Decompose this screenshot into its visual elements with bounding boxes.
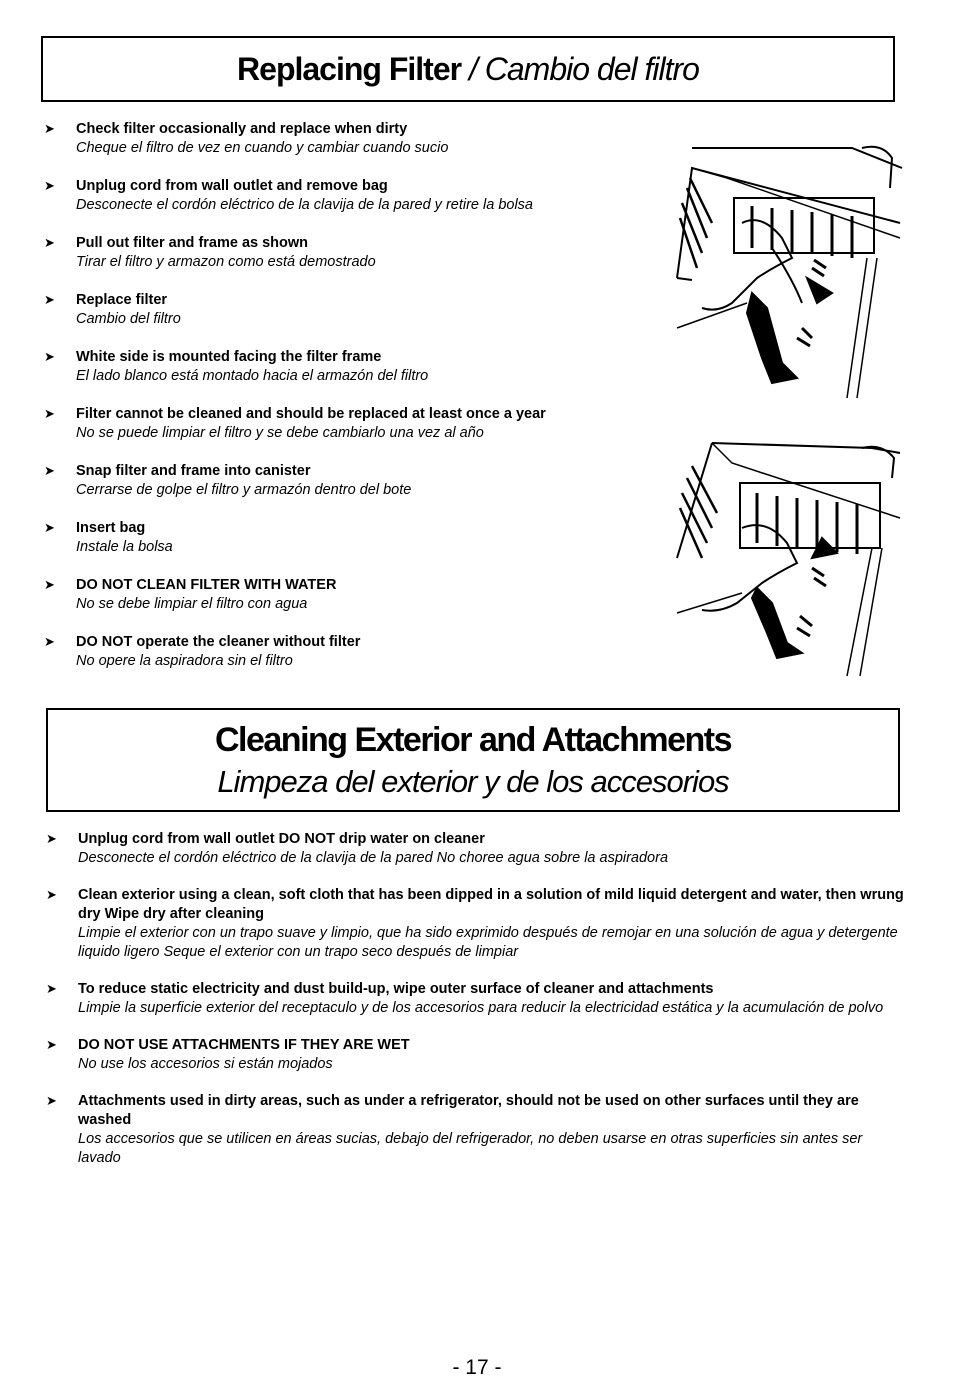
bullet-arrow-icon: ➤ xyxy=(44,406,55,421)
bullet-arrow-icon: ➤ xyxy=(44,463,55,478)
list-item xyxy=(46,980,906,1018)
bullet-arrow-icon: ➤ xyxy=(46,1037,57,1052)
instruction-spanish: El lado blanco está montado hacia el armazón del filtro xyxy=(76,368,429,384)
title-spanish: Cambio del filtro xyxy=(484,50,699,87)
section-title-box-replacing-filter xyxy=(41,36,895,102)
list-item xyxy=(44,633,684,690)
bullet-arrow-icon: ➤ xyxy=(44,634,55,649)
instruction-spanish: No opere la aspiradora sin el filtro xyxy=(76,653,293,669)
instruction-spanish: Limpie el exterior con un trapo suave y limpio, que ha sido exprimido después de remojar en una solución de agua y detergente liquido ligero Seque el exterior con un trapo seco después de limpiar xyxy=(78,925,898,960)
section-subtitle-limpeza: Limpeza del exterior y de los accesorios xyxy=(217,763,729,799)
title-english: Replacing Filter xyxy=(237,50,462,87)
bullet-arrow-icon: ➤ xyxy=(46,1093,57,1108)
page-number: - 17 - xyxy=(452,1356,502,1379)
list-item xyxy=(44,234,684,291)
list-item xyxy=(44,405,684,462)
list-item xyxy=(44,348,684,405)
bullet-arrow-icon: ➤ xyxy=(46,981,57,996)
instruction-spanish: Desconecte el cordón eléctrico de la clavija de la pared y retire la bolsa xyxy=(76,197,533,213)
bullet-arrow-icon: ➤ xyxy=(44,520,55,535)
instruction-spanish: Los accesorios que se utilicen en áreas sucias, debajo del refrigerador, no deben usarse en otras superficies sin antes ser lavado xyxy=(78,1131,863,1166)
bullet-arrow-icon: ➤ xyxy=(46,887,57,902)
bullet-arrow-icon: ➤ xyxy=(46,831,57,846)
instruction-english: Replace filter xyxy=(76,292,168,308)
list-item xyxy=(46,830,906,868)
instruction-english: DO NOT USE ATTACHMENTS IF THEY ARE WET xyxy=(78,1037,410,1053)
bullet-arrow-icon: ➤ xyxy=(44,121,55,136)
list-item xyxy=(44,177,684,234)
instruction-spanish: Cerrarse de golpe el filtro y armazón dentro del bote xyxy=(76,482,412,498)
instruction-english: Unplug cord from wall outlet DO NOT drip water on cleaner xyxy=(78,831,485,847)
replacing-filter-steps xyxy=(44,120,684,690)
instruction-english: Pull out filter and frame as shown xyxy=(76,235,309,251)
instruction-english: Check filter occasionally and replace when dirty xyxy=(76,121,408,137)
title-separator: / xyxy=(461,50,485,87)
list-item xyxy=(46,1092,906,1168)
list-item xyxy=(44,120,684,177)
instruction-english: DO NOT CLEAN FILTER WITH WATER xyxy=(76,577,337,593)
bullet-arrow-icon: ➤ xyxy=(44,178,55,193)
bullet-arrow-icon: ➤ xyxy=(44,577,55,592)
bullet-arrow-icon: ➤ xyxy=(44,235,55,250)
bullet-arrow-icon: ➤ xyxy=(44,292,55,307)
instruction-english: Snap filter and frame into canister xyxy=(76,463,311,479)
list-item xyxy=(44,519,684,576)
list-item xyxy=(46,886,906,962)
instruction-english: Attachments used in dirty areas, such as under a refrigerator, should not be used on other surfaces until they are washed xyxy=(78,1093,859,1128)
instruction-english: Insert bag xyxy=(76,520,146,536)
instruction-english: White side is mounted facing the filter frame xyxy=(76,349,382,365)
bullet-arrow-icon: ➤ xyxy=(44,349,55,364)
instruction-spanish: Limpie la superficie exterior del receptaculo y de los accesorios para reducir la electricidad estática y la acumulación de polvo xyxy=(78,1000,884,1016)
instruction-spanish: No se puede limpiar el filtro y se debe cambiarlo una vez al año xyxy=(76,425,484,441)
section-title-cleaning-exterior: Cleaning Exterior and Attachments xyxy=(214,720,731,759)
section-title-box-cleaning-exterior xyxy=(46,708,900,812)
instruction-spanish: Cambio del filtro xyxy=(76,311,181,327)
instruction-english: DO NOT operate the cleaner without filter xyxy=(76,634,361,650)
instruction-spanish: No se debe limpiar el filtro con agua xyxy=(76,596,308,612)
list-item xyxy=(44,576,684,633)
instruction-english: Unplug cord from wall outlet and remove bag xyxy=(76,178,388,194)
instruction-english: To reduce static electricity and dust build-up, wipe outer surface of cleaner and attachments xyxy=(78,981,714,997)
instruction-spanish: Instale la bolsa xyxy=(76,539,173,555)
instruction-spanish: Desconecte el cordón eléctrico de la clavija de la pared No choree agua sobre la aspiradora xyxy=(78,850,669,866)
instruction-spanish: Cheque el filtro de vez en cuando y cambiar cuando sucio xyxy=(76,140,449,156)
insert-filter-illustration xyxy=(672,438,904,678)
list-item xyxy=(46,1036,906,1074)
instruction-english: Filter cannot be cleaned and should be replaced at least once a year xyxy=(76,406,546,422)
instruction-spanish: No use los accesorios si están mojados xyxy=(78,1056,333,1072)
instruction-english: Clean exterior using a clean, soft cloth that has been dipped in a solution of mild liquid detergent and water, then wrung dry Wipe dry after cleaning xyxy=(78,887,904,922)
list-item xyxy=(44,291,684,348)
remove-filter-illustration xyxy=(672,128,904,403)
list-item xyxy=(44,462,684,519)
instruction-spanish: Tirar el filtro y armazon como está demostrado xyxy=(76,254,376,270)
section-title-replacing-filter xyxy=(237,51,699,88)
cleaning-exterior-steps xyxy=(46,830,906,1186)
